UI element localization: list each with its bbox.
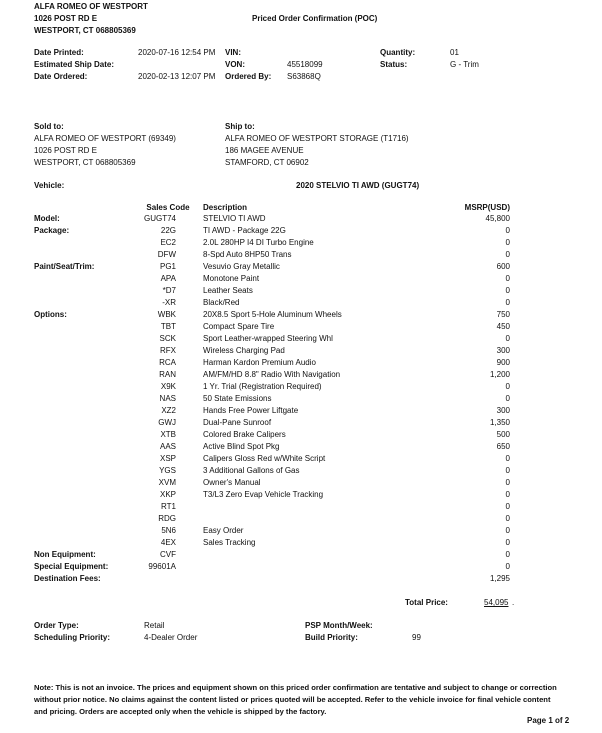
row-msrp: 0 bbox=[505, 334, 510, 343]
date-printed-value: 2020-07-16 12:54 PM bbox=[138, 48, 216, 57]
row-msrp: 0 bbox=[505, 490, 510, 499]
row-msrp: 0 bbox=[505, 538, 510, 547]
date-printed-label: Date Printed: bbox=[34, 48, 84, 57]
row-description: Leather Seats bbox=[203, 286, 253, 295]
row-description: Calipers Gloss Red w/White Script bbox=[203, 454, 326, 463]
row-description: Hands Free Power Liftgate bbox=[203, 406, 299, 415]
row-category-label: Options: bbox=[34, 310, 67, 319]
row-msrp: 300 bbox=[496, 346, 510, 355]
row-description: Colored Brake Calipers bbox=[203, 430, 286, 439]
row-msrp: 1,295 bbox=[489, 574, 510, 583]
row-description: 1 Yr. Trial (Registration Required) bbox=[203, 382, 322, 391]
row-sales-code: XTB bbox=[160, 430, 176, 439]
ship-to-label: Ship to: bbox=[225, 122, 255, 131]
row-category-label: Destination Fees: bbox=[34, 574, 101, 583]
quantity-label: Quantity: bbox=[380, 48, 416, 57]
row-sales-code: RT1 bbox=[161, 502, 176, 511]
row-description: Sport Leather-wrapped Steering Whl bbox=[203, 334, 333, 343]
row-description: AM/FM/HD 8.8" Radio With Navigation bbox=[203, 370, 341, 379]
row-sales-code: 4EX bbox=[160, 538, 176, 547]
dealer-name: ALFA ROMEO OF WESTPORT bbox=[34, 2, 148, 11]
row-msrp: 0 bbox=[505, 250, 510, 259]
row-description: Harman Kardon Premium Audio bbox=[203, 358, 316, 367]
row-msrp: 0 bbox=[505, 298, 510, 307]
row-description: 50 State Emissions bbox=[203, 394, 272, 403]
build-priority-value: 99 bbox=[412, 633, 421, 642]
msrp-header: MSRP(USD) bbox=[464, 203, 510, 212]
row-sales-code: GWJ bbox=[158, 418, 176, 427]
row-description: Dual-Pane Sunroof bbox=[203, 418, 272, 427]
status-value: G - Trim bbox=[450, 60, 479, 69]
row-description: Easy Order bbox=[203, 526, 244, 535]
vehicle-value: 2020 STELVIO TI AWD (GUGT74) bbox=[296, 181, 420, 190]
total-price-label: Total Price: bbox=[405, 598, 448, 607]
dealer-address-line1: 1026 POST RD E bbox=[34, 14, 98, 23]
row-description: 8-Spd Auto 8HP50 Trans bbox=[203, 250, 292, 259]
row-description: STELVIO TI AWD bbox=[203, 214, 266, 223]
row-sales-code: -XR bbox=[162, 298, 176, 307]
row-sales-code: APA bbox=[160, 274, 176, 283]
row-msrp: 0 bbox=[505, 226, 510, 235]
row-sales-code: EC2 bbox=[160, 238, 176, 247]
row-description: Wireless Charging Pad bbox=[203, 346, 285, 355]
sold-to-line1: ALFA ROMEO OF WESTPORT (69349) bbox=[34, 134, 176, 143]
row-msrp: 0 bbox=[505, 286, 510, 295]
sold-to-label: Sold to: bbox=[34, 122, 64, 131]
row-msrp: 500 bbox=[496, 430, 510, 439]
row-msrp: 0 bbox=[505, 514, 510, 523]
ordered-by-label: Ordered By: bbox=[225, 72, 272, 81]
row-category-label: Paint/Seat/Trim: bbox=[34, 262, 95, 271]
row-category-label: Package: bbox=[34, 226, 70, 235]
order-type-label: Order Type: bbox=[34, 621, 79, 630]
row-description: Sales Tracking bbox=[203, 538, 256, 547]
row-description: Vesuvio Gray Metallic bbox=[203, 262, 280, 271]
row-msrp: 1,200 bbox=[489, 370, 510, 379]
row-category-label: Non Equipment: bbox=[34, 550, 96, 559]
row-msrp: 45,800 bbox=[485, 214, 510, 223]
row-msrp: 650 bbox=[496, 442, 510, 451]
scheduling-priority-value: 4-Dealer Order bbox=[144, 633, 198, 642]
row-description: 3 Additional Gallons of Gas bbox=[203, 466, 300, 475]
row-sales-code: SCK bbox=[159, 334, 176, 343]
row-msrp: 1,350 bbox=[489, 418, 510, 427]
row-msrp: 0 bbox=[505, 466, 510, 475]
date-ordered-value: 2020-02-13 12:07 PM bbox=[138, 72, 216, 81]
estimated-ship-date-label: Estimated Ship Date: bbox=[34, 60, 115, 69]
disclaimer-note: Note: This is not an invoice. The prices and equipment shown on this priced order confirmation are tentative and subject to change or correction without prior notice. No claims against the content listed or prices quoted will be accepted. Refer to the vehicle invoice for final vehicle content and pricing. Orders are accepted only when the vehicle is shipped by the factory. bbox=[34, 683, 557, 716]
row-sales-code: YGS bbox=[159, 466, 176, 475]
document-title: Priced Order Confirmation (POC) bbox=[252, 14, 378, 23]
vin-label: VIN: bbox=[225, 48, 241, 57]
row-sales-code: TBT bbox=[160, 322, 176, 331]
row-msrp: 450 bbox=[496, 322, 510, 331]
sold-to-line3: WESTPORT, CT 068805369 bbox=[34, 158, 136, 167]
ship-to-line3: STAMFORD, CT 06902 bbox=[225, 158, 309, 167]
von-value: 45518099 bbox=[287, 60, 323, 69]
sales-code-header: Sales Code bbox=[146, 203, 190, 212]
total-price-trailing-period: . bbox=[512, 598, 515, 607]
row-sales-code: XKP bbox=[159, 490, 176, 499]
order-type-value: Retail bbox=[144, 621, 165, 630]
psp-month-week-label: PSP Month/Week: bbox=[305, 621, 373, 630]
row-sales-code: XVM bbox=[158, 478, 176, 487]
sold-to-line2: 1026 POST RD E bbox=[34, 146, 97, 155]
dealer-address-line2: WESTPORT, CT 068805369 bbox=[34, 26, 136, 35]
row-description: Black/Red bbox=[203, 298, 240, 307]
row-msrp: 0 bbox=[505, 394, 510, 403]
row-description: Compact Spare Tire bbox=[203, 322, 275, 331]
row-sales-code: RCA bbox=[159, 358, 176, 367]
row-sales-code: NAS bbox=[159, 394, 176, 403]
row-category-label: Model: bbox=[34, 214, 60, 223]
row-sales-code: X9K bbox=[160, 382, 176, 391]
row-msrp: 0 bbox=[505, 238, 510, 247]
row-msrp: 0 bbox=[505, 502, 510, 511]
ship-to-line1: ALFA ROMEO OF WESTPORT STORAGE (T1716) bbox=[225, 134, 409, 143]
build-priority-label: Build Priority: bbox=[305, 633, 358, 642]
row-msrp: 0 bbox=[505, 478, 510, 487]
total-price-value: 54,095 bbox=[484, 598, 509, 607]
description-header: Description bbox=[203, 203, 248, 212]
row-sales-code: WBK bbox=[157, 310, 176, 319]
row-sales-code: RDG bbox=[158, 514, 176, 523]
row-description: Owner's Manual bbox=[203, 478, 261, 487]
row-description: Active Blind Spot Pkg bbox=[203, 442, 280, 451]
row-sales-code: GUGT74 bbox=[143, 214, 176, 223]
row-sales-code: 5N6 bbox=[161, 526, 176, 535]
vehicle-label: Vehicle: bbox=[34, 181, 65, 190]
row-description: Monotone Paint bbox=[203, 274, 260, 283]
row-msrp: 900 bbox=[496, 358, 510, 367]
status-label: Status: bbox=[380, 60, 408, 69]
row-sales-code: RAN bbox=[159, 370, 176, 379]
row-sales-code: 22G bbox=[160, 226, 176, 235]
date-ordered-label: Date Ordered: bbox=[34, 72, 88, 81]
row-msrp: 0 bbox=[505, 562, 510, 571]
row-msrp: 0 bbox=[505, 454, 510, 463]
row-category-label: Special Equipment: bbox=[34, 562, 109, 571]
row-msrp: 0 bbox=[505, 526, 510, 535]
row-sales-code: CVF bbox=[160, 550, 176, 559]
row-msrp: 300 bbox=[496, 406, 510, 415]
row-msrp: 0 bbox=[505, 550, 510, 559]
row-msrp: 0 bbox=[505, 382, 510, 391]
row-sales-code: *D7 bbox=[162, 286, 176, 295]
row-sales-code: AAS bbox=[159, 442, 176, 451]
row-sales-code: XZ2 bbox=[161, 406, 176, 415]
row-sales-code: XSP bbox=[159, 454, 176, 463]
row-sales-code: 99601A bbox=[148, 562, 176, 571]
row-msrp: 600 bbox=[496, 262, 510, 271]
row-description: 20X8.5 Sport 5-Hole Aluminum Wheels bbox=[203, 310, 342, 319]
quantity-value: 01 bbox=[450, 48, 459, 57]
row-msrp: 750 bbox=[496, 310, 510, 319]
row-description: T3/L3 Zero Evap Vehicle Tracking bbox=[203, 490, 324, 499]
von-label: VON: bbox=[225, 60, 245, 69]
row-sales-code: PG1 bbox=[159, 262, 176, 271]
row-description: 2.0L 280HP I4 DI Turbo Engine bbox=[203, 238, 314, 247]
page-number: Page 1 of 2 bbox=[527, 716, 570, 725]
row-sales-code: RFX bbox=[160, 346, 176, 355]
row-description: TI AWD - Package 22G bbox=[203, 226, 286, 235]
ordered-by-value: S63868Q bbox=[287, 72, 321, 81]
row-msrp: 0 bbox=[505, 274, 510, 283]
ship-to-line2: 186 MAGEE AVENUE bbox=[225, 146, 304, 155]
scheduling-priority-label: Scheduling Priority: bbox=[34, 633, 111, 642]
row-sales-code: DFW bbox=[157, 250, 176, 259]
